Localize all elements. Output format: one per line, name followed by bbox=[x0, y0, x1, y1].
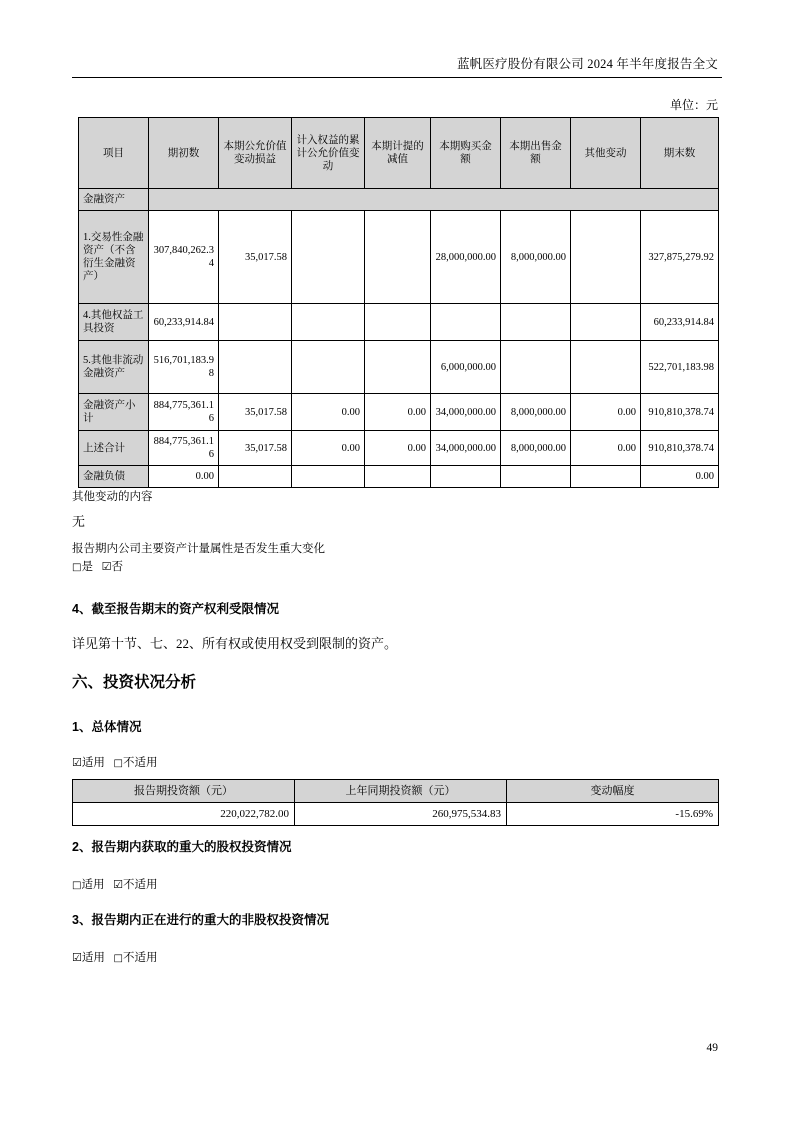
cell-purchase bbox=[431, 466, 501, 488]
heading-section-4 bbox=[72, 600, 279, 618]
heading-section-6: 六、投资状况分析 bbox=[72, 674, 197, 691]
cell-fv-equity: 0.00 bbox=[292, 394, 365, 431]
cell-fv-pl: 35,017.58 bbox=[219, 431, 292, 466]
checkbox-applicable[interactable]: ☑ bbox=[72, 951, 82, 964]
table-row bbox=[79, 304, 719, 341]
col-header-opening: 期初数 bbox=[149, 118, 219, 189]
cell-closing: 60,233,914.84 bbox=[641, 304, 719, 341]
heading-text: 报告期内获取的重大的股权投资情况 bbox=[91, 840, 292, 854]
measurement-change-question: 报告期内公司主要资产计量属性是否发生重大变化 bbox=[72, 543, 325, 555]
cell-closing: 910,810,378.74 bbox=[641, 394, 719, 431]
col-header-change-rate: 变动幅度 bbox=[507, 780, 719, 803]
checkbox-applicable-label: 适用 bbox=[81, 879, 105, 891]
cell-closing: 327,875,279.92 bbox=[641, 211, 719, 304]
row-label: 5.其他非流动金融资产 bbox=[79, 341, 149, 394]
table-category-row bbox=[79, 189, 719, 211]
col-header-sale: 本期出售金额 bbox=[501, 118, 571, 189]
row-label: 金融负债 bbox=[79, 466, 149, 488]
cell-impairment bbox=[365, 304, 431, 341]
cell-other bbox=[571, 304, 641, 341]
cell-other: 0.00 bbox=[571, 394, 641, 431]
cell-opening: 307,840,262.34 bbox=[149, 211, 219, 304]
col-header-other: 其他变动 bbox=[571, 118, 641, 189]
cell-closing: 910,810,378.74 bbox=[641, 431, 719, 466]
checkbox-no-label: 否 bbox=[111, 561, 123, 573]
page-number: 49 bbox=[706, 1042, 718, 1054]
cell-change-rate: -15.69% bbox=[507, 803, 719, 826]
cell-impairment bbox=[365, 466, 431, 488]
cell-purchase: 34,000,000.00 bbox=[431, 431, 501, 466]
checkbox-no[interactable]: ☑ bbox=[101, 560, 112, 573]
unit-label: 单位：元 bbox=[669, 98, 718, 112]
cell-current-investment: 220,022,782.00 bbox=[73, 803, 295, 826]
checkbox-not-applicable[interactable]: ☑ bbox=[113, 878, 123, 891]
cell-opening: 516,701,183.98 bbox=[149, 341, 219, 394]
cell-impairment: 0.00 bbox=[365, 394, 431, 431]
cell-closing: 0.00 bbox=[641, 466, 719, 488]
cell-closing: 522,701,183.98 bbox=[641, 341, 719, 394]
cell-purchase bbox=[431, 304, 501, 341]
checkbox-not-applicable-label: 不适用 bbox=[122, 757, 158, 769]
cell-other bbox=[571, 341, 641, 394]
measurement-change-options bbox=[72, 559, 123, 576]
col-header-fv-pl: 本期公允价值变动损益 bbox=[219, 118, 292, 189]
heading-text: 截至报告期末的资产权利受限情况 bbox=[91, 602, 279, 616]
cell-fv-equity bbox=[292, 211, 365, 304]
table-row bbox=[79, 466, 719, 488]
table-header-row bbox=[73, 780, 719, 803]
row-label: 上述合计 bbox=[79, 431, 149, 466]
checkbox-not-applicable[interactable]: □ bbox=[113, 953, 123, 964]
financial-assets-table bbox=[78, 117, 719, 488]
row-label: 金融资产小计 bbox=[79, 394, 149, 431]
cell-other: 0.00 bbox=[571, 431, 641, 466]
heading-number: 1、 bbox=[72, 720, 92, 734]
checkbox-applicable[interactable]: □ bbox=[72, 880, 82, 891]
cell-impairment bbox=[365, 211, 431, 304]
col-header-prior-investment: 上年同期投资额（元） bbox=[295, 780, 507, 803]
cell-fv-equity bbox=[292, 341, 365, 394]
running-header: 蓝帆医疗股份有限公司 2024 年半年度报告全文 bbox=[456, 57, 718, 71]
col-header-purchase: 本期购买金额 bbox=[431, 118, 501, 189]
checkbox-yes[interactable]: □ bbox=[72, 562, 82, 573]
table-row bbox=[79, 211, 719, 304]
cell-opening: 0.00 bbox=[149, 466, 219, 488]
cell-purchase: 6,000,000.00 bbox=[431, 341, 501, 394]
heading-number: 4、 bbox=[72, 602, 92, 616]
heading-text: 报告期内正在进行的重大的非股权投资情况 bbox=[91, 913, 329, 927]
cell-other bbox=[571, 466, 641, 488]
category-label: 金融资产 bbox=[79, 189, 149, 211]
table-row bbox=[79, 341, 719, 394]
sub-2-applicability bbox=[72, 877, 157, 894]
section-4-body: 详见第十节、七、22、所有权或使用权受到限制的资产。 bbox=[72, 636, 398, 651]
col-header-fv-equity: 计入权益的累计公允价值变动 bbox=[292, 118, 365, 189]
cell-sale bbox=[501, 341, 571, 394]
checkbox-not-applicable-label: 不适用 bbox=[122, 952, 158, 964]
cell-impairment: 0.00 bbox=[365, 431, 431, 466]
checkbox-applicable-label: 适用 bbox=[81, 952, 105, 964]
col-header-impairment: 本期计提的减值 bbox=[365, 118, 431, 189]
header-rule bbox=[72, 77, 722, 78]
cell-sale: 8,000,000.00 bbox=[501, 394, 571, 431]
table-header-row bbox=[79, 118, 719, 189]
sub-1-applicability bbox=[72, 755, 157, 772]
checkbox-not-applicable-label: 不适用 bbox=[122, 879, 158, 891]
checkbox-applicable-label: 适用 bbox=[81, 757, 105, 769]
investment-summary-table bbox=[72, 779, 719, 826]
cell-fv-pl bbox=[219, 341, 292, 394]
cell-prior-investment: 260,975,534.83 bbox=[295, 803, 507, 826]
cell-fv-equity: 0.00 bbox=[292, 431, 365, 466]
category-span bbox=[149, 189, 719, 211]
cell-sale: 8,000,000.00 bbox=[501, 211, 571, 304]
checkbox-not-applicable[interactable]: □ bbox=[113, 758, 123, 769]
cell-opening: 60,233,914.84 bbox=[149, 304, 219, 341]
table-row bbox=[73, 803, 719, 826]
col-header-current-investment: 报告期投资额（元） bbox=[73, 780, 295, 803]
cell-fv-pl bbox=[219, 304, 292, 341]
heading-sub-3 bbox=[72, 911, 329, 929]
cell-fv-pl bbox=[219, 466, 292, 488]
cell-opening: 884,775,361.16 bbox=[149, 431, 219, 466]
cell-sale: 8,000,000.00 bbox=[501, 431, 571, 466]
table-row bbox=[79, 394, 719, 431]
row-label: 4.其他权益工具投资 bbox=[79, 304, 149, 341]
table-row bbox=[79, 431, 719, 466]
cell-purchase: 34,000,000.00 bbox=[431, 394, 501, 431]
heading-sub-1 bbox=[72, 718, 141, 736]
row-label: 1.交易性金融资产（不含衍生金融资产） bbox=[79, 211, 149, 304]
col-header-closing: 期末数 bbox=[641, 118, 719, 189]
checkbox-applicable[interactable]: ☑ bbox=[72, 756, 82, 769]
col-header-item: 项目 bbox=[79, 118, 149, 189]
heading-number: 2、 bbox=[72, 840, 92, 854]
sub-3-applicability bbox=[72, 950, 157, 967]
cell-other bbox=[571, 211, 641, 304]
cell-purchase: 28,000,000.00 bbox=[431, 211, 501, 304]
cell-fv-pl: 35,017.58 bbox=[219, 211, 292, 304]
heading-sub-2 bbox=[72, 838, 291, 856]
other-changes-title: 其他变动的内容 bbox=[72, 491, 153, 503]
cell-opening: 884,775,361.16 bbox=[149, 394, 219, 431]
other-changes-value: 无 bbox=[72, 514, 86, 529]
cell-fv-equity bbox=[292, 304, 365, 341]
checkbox-yes-label: 是 bbox=[81, 561, 93, 573]
heading-number: 3、 bbox=[72, 913, 92, 927]
cell-sale bbox=[501, 304, 571, 341]
cell-fv-pl: 35,017.58 bbox=[219, 394, 292, 431]
cell-impairment bbox=[365, 341, 431, 394]
heading-text: 总体情况 bbox=[91, 720, 142, 734]
cell-fv-equity bbox=[292, 466, 365, 488]
cell-sale bbox=[501, 466, 571, 488]
